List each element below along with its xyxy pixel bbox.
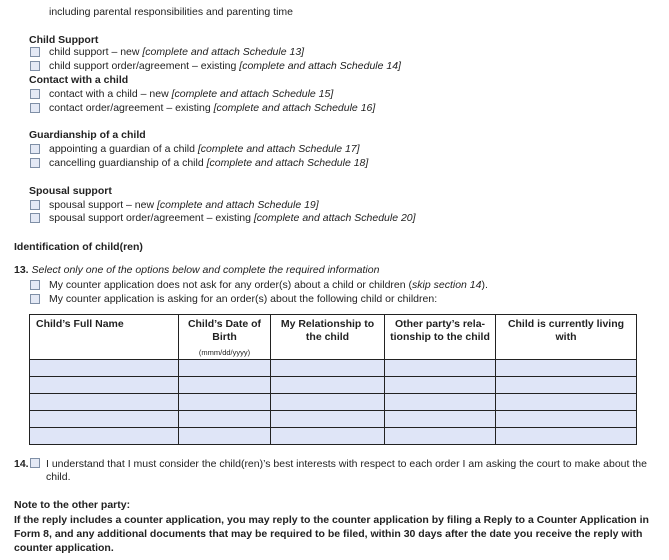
other-relationship-input[interactable] [385,428,496,445]
other-relationship-input[interactable] [385,377,496,394]
my-relationship-input[interactable] [271,360,385,377]
child-dob-input[interactable] [179,411,271,428]
table-row [30,377,637,394]
contact-existing-label: contact order/agreement – existing [complete and attach Schedule 16] [49,102,376,114]
q13-no-order-label: My counter application does not ask for any order(s) about a child or children (skip section 14). [49,279,488,291]
living-with-input[interactable] [496,394,637,411]
q13-order-checkbox[interactable] [30,294,40,304]
table-row [30,428,637,445]
child-support-existing-checkbox[interactable] [30,61,40,71]
child-dob-input[interactable] [179,360,271,377]
child-name-input[interactable] [30,394,179,411]
q13-instruction: 13. Select only one of the options below and complete the required information [14,264,380,276]
contact-new-label: contact with a child – new [complete and attach Schedule 15] [49,88,334,100]
q14-number: 14. [14,458,29,470]
col-my-relationship: My Relationship to the child [271,315,385,360]
child-dob-input[interactable] [179,394,271,411]
col-living-with: Child is currently living with [496,315,637,360]
guardianship-cancel-label: cancelling guardianship of a child [complete and attach Schedule 18] [49,157,369,169]
table-row [30,411,637,428]
identification-heading: Identification of child(ren) [14,241,143,253]
other-relationship-input[interactable] [385,394,496,411]
q14-line1: I understand that I must consider the child(ren)’s best interests with respect to each order I am asking the court to make about the [46,458,647,470]
my-relationship-input[interactable] [271,428,385,445]
my-relationship-input[interactable] [271,411,385,428]
my-relationship-input[interactable] [271,377,385,394]
q14-line2: child. [46,471,71,483]
child-support-heading: Child Support [29,34,99,46]
col-other-party-relationship: Other party’s rela- tionship to the child [385,315,496,360]
guardianship-cancel-checkbox[interactable] [30,158,40,168]
contact-heading: Contact with a child [29,74,129,86]
contact-new-checkbox[interactable] [30,89,40,99]
note-body: If the reply includes a counter application, you may reply to the counter application by filing a Reply to a Counter Application in Form 8, and any additional documents that may be required to be filed, within 30 days after the date you receive the reply with counter application. [14,514,649,554]
child-dob-input[interactable] [179,428,271,445]
child-name-input[interactable] [30,360,179,377]
child-name-input[interactable] [30,411,179,428]
intro-line: including parental responsibilities and parenting time [49,6,293,18]
q13-order-label: My counter application is asking for an order(s) about the following child or children: [49,293,438,305]
other-relationship-input[interactable] [385,411,496,428]
child-support-existing-label: child support order/agreement – existing [complete and attach Schedule 14] [49,60,401,72]
q14-best-interests-checkbox[interactable] [30,458,40,468]
child-support-new-label: child support – new [complete and attach Schedule 13] [49,46,305,58]
table-row [30,394,637,411]
q13-no-order-checkbox[interactable] [30,280,40,290]
spousal-new-label: spousal support – new [complete and attach Schedule 19] [49,199,319,211]
guardianship-heading: Guardianship of a child [29,129,146,141]
children-table [29,314,637,445]
living-with-input[interactable] [496,411,637,428]
child-support-new-checkbox[interactable] [30,47,40,57]
guardianship-appoint-checkbox[interactable] [30,144,40,154]
col-full-name: Child’s Full Name [30,315,179,360]
guardianship-appoint-label: appointing a guardian of a child [complete and attach Schedule 17] [49,143,360,155]
contact-existing-checkbox[interactable] [30,103,40,113]
note-heading: Note to the other party: [14,499,131,511]
table-header-row [30,315,637,360]
spousal-new-checkbox[interactable] [30,200,40,210]
spousal-existing-checkbox[interactable] [30,213,40,223]
child-dob-input[interactable] [179,377,271,394]
my-relationship-input[interactable] [271,394,385,411]
other-relationship-input[interactable] [385,360,496,377]
spousal-heading: Spousal support [29,185,112,197]
table-row [30,360,637,377]
spousal-existing-label: spousal support order/agreement – existing [complete and attach Schedule 20] [49,212,416,224]
living-with-input[interactable] [496,428,637,445]
living-with-input[interactable] [496,377,637,394]
child-name-input[interactable] [30,377,179,394]
child-name-input[interactable] [30,428,179,445]
living-with-input[interactable] [496,360,637,377]
col-date-of-birth: Child’s Date of Birth (mmm/dd/yyyy) [179,315,271,360]
